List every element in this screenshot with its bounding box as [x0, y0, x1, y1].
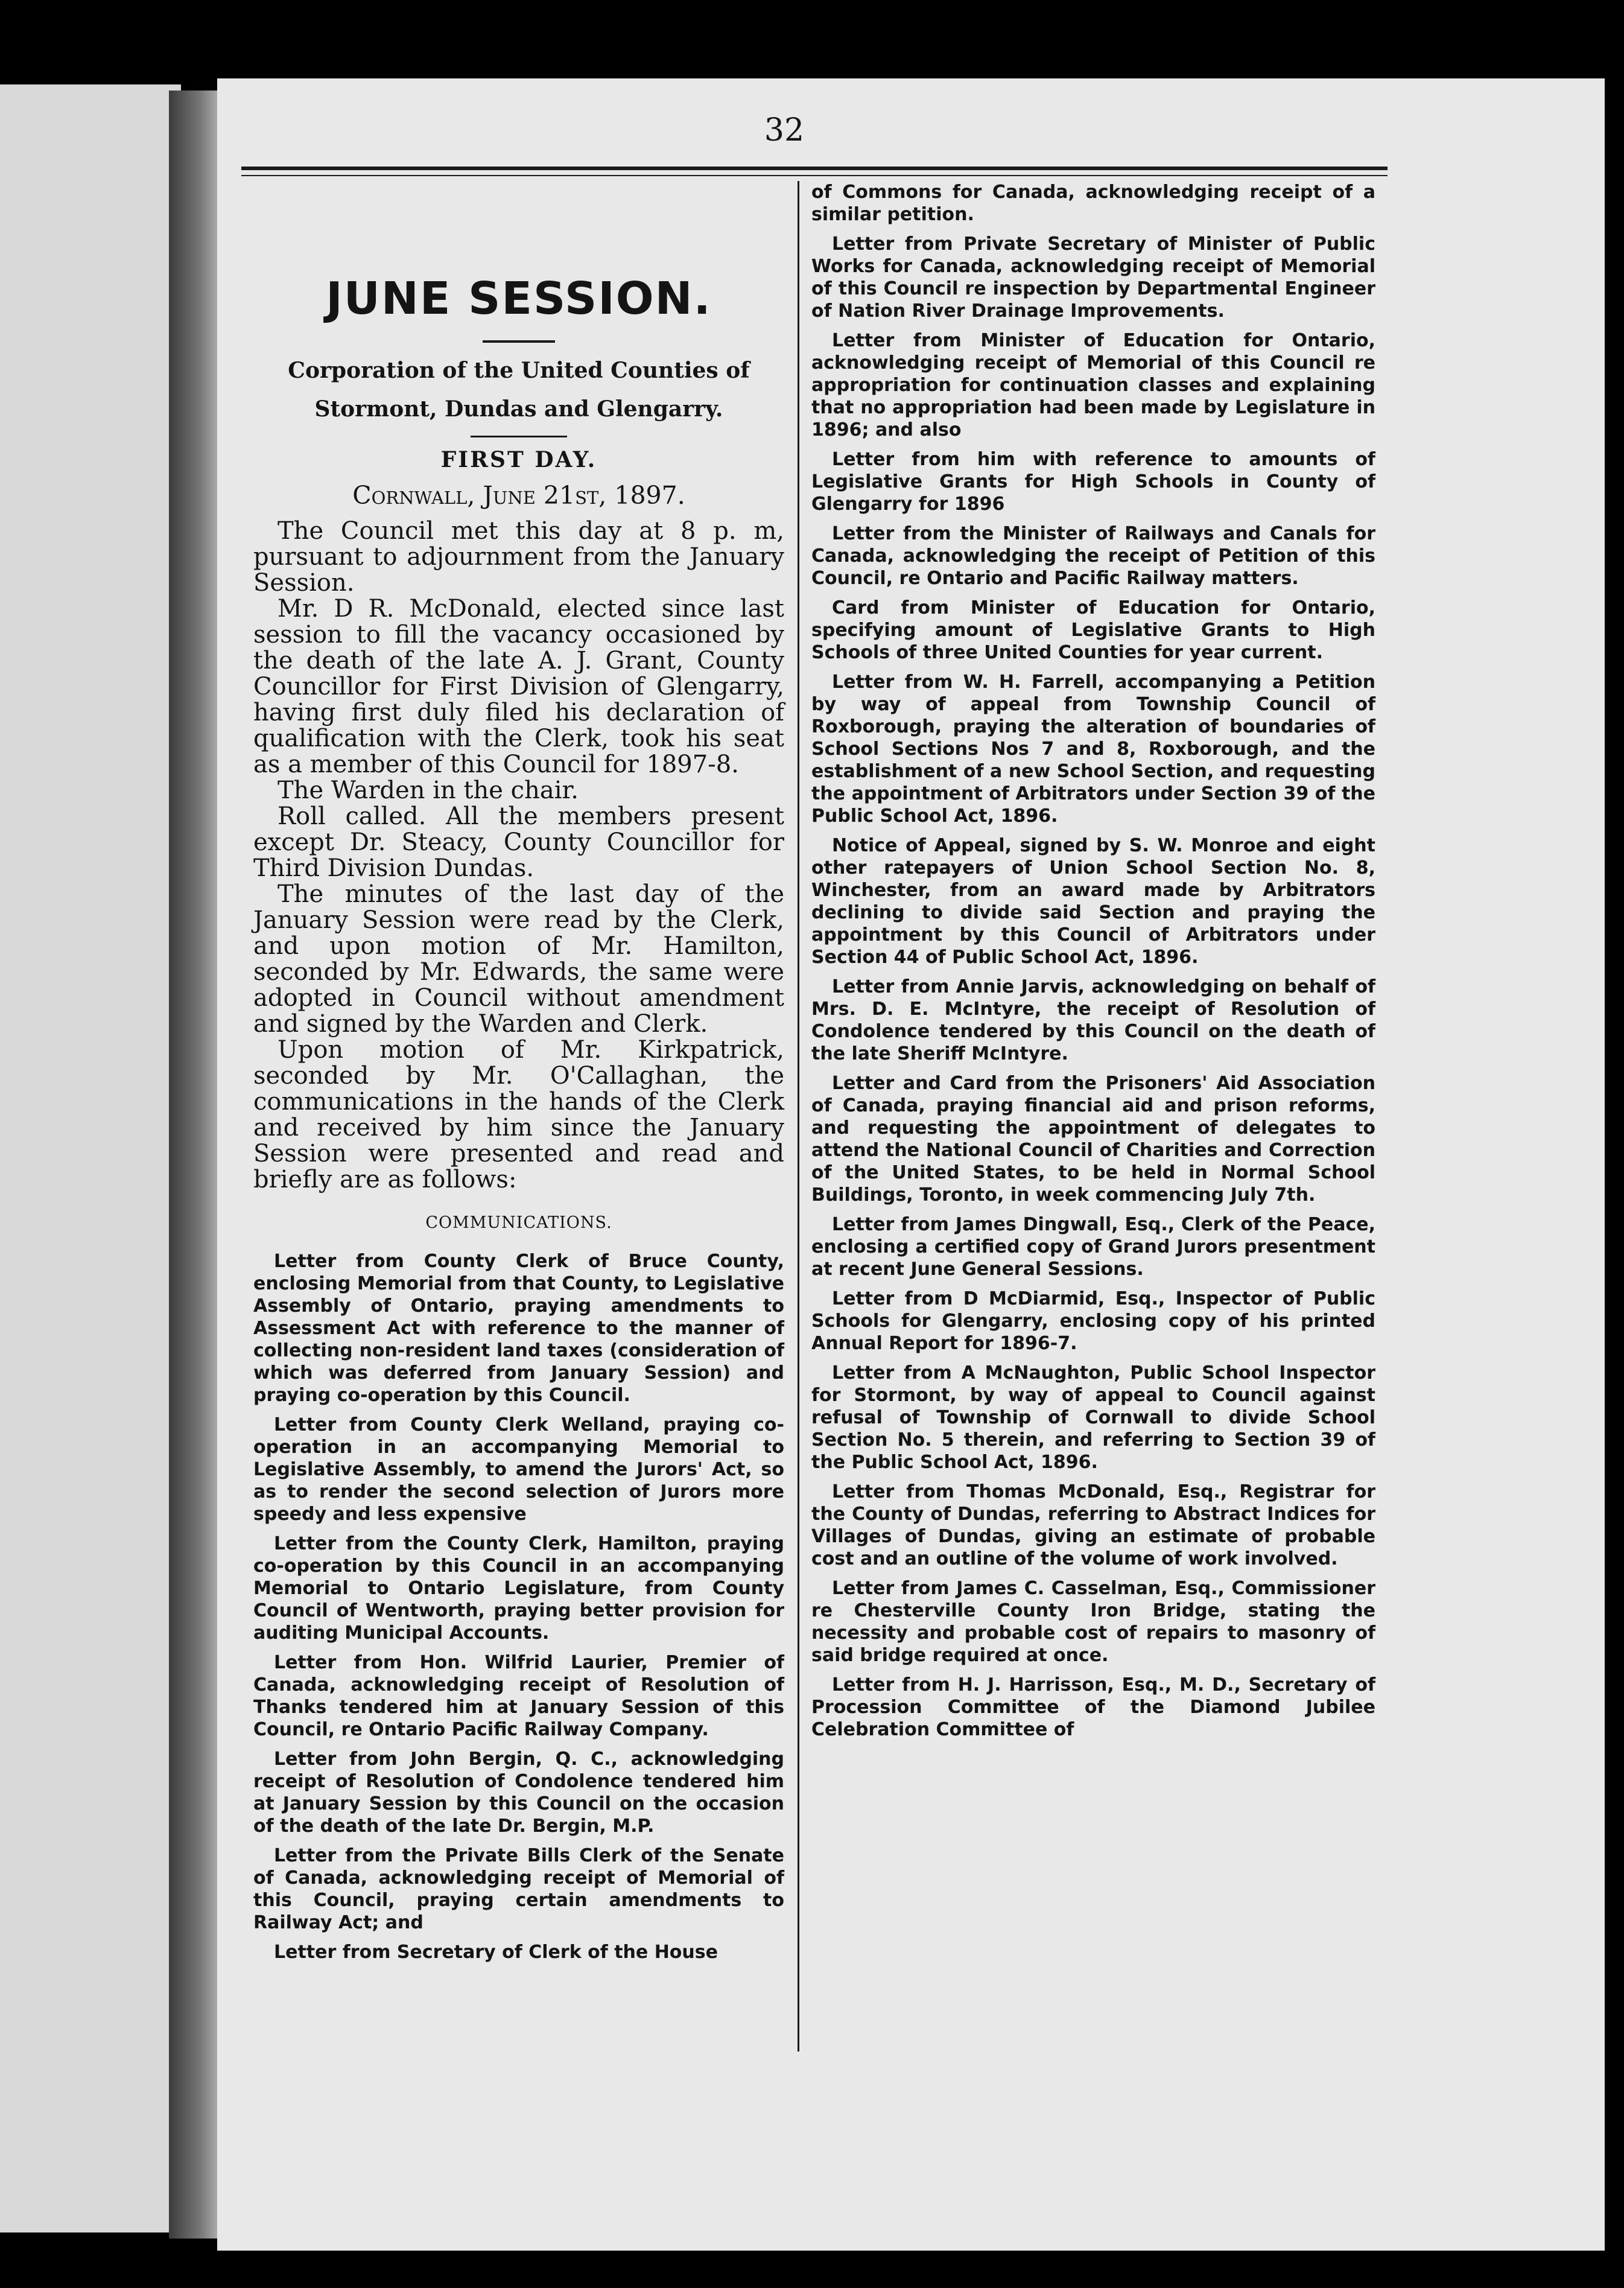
corporation-rule — [471, 436, 567, 437]
paragraph: The Warden in the chair. — [278, 777, 579, 804]
communication-entry: Letter from W. H. Farrell, accompanying a Petition by way of appeal from Township Council of Roxborough, praying the alteration of boundaries of School Sections Nos 7 and 8, Roxborough, and the establishment of a new School Section, and requesting the appointment of Arbitrators under Section 39 of the Public School Act, 1896. — [811, 672, 1375, 827]
communication-entry: Letter from D McDiarmid, Esq., Inspector of Public Schools for Glengarry, enclosing copy of his printed Annual Report for 1896-7. — [811, 1288, 1375, 1354]
communication-entry: Letter from the Minister of Railways and Canals for Canada, acknowledging the receipt of Petition of this Council, re Ontario and Pacific Railway matters. — [811, 523, 1375, 589]
title-rule — [483, 340, 555, 343]
paragraph: The Council met this day at 8 p. m, pursuant to adjournment from the January Session. — [253, 517, 784, 597]
communication-entry: Letter from Annie Jarvis, acknowledging on behalf of Mrs. D. E. McIntyre, the receipt of Resolution of Condolence tendered by this Council on the death of the late Sheriff McIntyre. — [811, 976, 1375, 1064]
communication-entry: Letter from Secretary of Clerk of the House — [274, 1942, 718, 1963]
corporation-heading: Corporation of the United Counties of Stormont, Dundas and Glengarry. — [288, 358, 750, 422]
paragraph: The minutes of the last day of the January Session were read by the Clerk, and upon motion of Mr. Hamilton, seconded by Mr. Edwards, the same were adopted in Council without amendment and signed by the Warden and Clerk. — [253, 880, 784, 1038]
communication-entry: Letter and Card from the Prisoners' Aid Association of Canada, praying financial aid and prison reforms, and requesting the appointment of delegates to attend the National Council of Charities and Correction of the United States, to be held in Normal School Buildings, Toronto, in week commencing July 7th. — [811, 1073, 1375, 1206]
communications-heading: COMMUNICATIONS. — [425, 1213, 612, 1232]
session-title: JUNE SESSION. — [326, 273, 712, 325]
header-rule — [241, 167, 1388, 170]
communication-entry: Letter from James C. Casselman, Esq., Commissioner re Chesterville County Iron Bridge, stating the necessity and probable cost of repairs to masonry of said bridge required at once. — [811, 1578, 1375, 1666]
paragraph: Upon motion of Mr. Kirkpatrick, seconded by Mr. O'Callaghan, the communications in the hands of the Clerk and received by him since the January Session were presented and read and briefly are as follows: — [253, 1036, 784, 1193]
communication-entry: Letter from Private Secretary of Minister of Public Works for Canada, acknowledging receipt of Memorial of this Council re inspection by Departmental Engineer of Nation River Drainage Improvements. — [811, 234, 1375, 322]
communication-entry: Letter from James Dingwall, Esq., Clerk of the Peace, enclosing a certified copy of Grand Jurors presentment at recent June General Sessions. — [811, 1214, 1375, 1280]
communication-entry: Card from Minister of Education for Ontario, specifying amount of Legislative Grants to High Schools of three United Counties for year current. — [811, 597, 1375, 663]
communication-entry: Letter from A McNaughton, Public School Inspector for Stormont, by way of appeal to Council against refusal of Township of Cornwall to divide School Section No. 5 therein, and referring to Section 39 of the Public School Act, 1896. — [811, 1362, 1375, 1473]
communication-entry: Letter from the County Clerk, Hamilton, praying co-operation by this Council in an accompanying Memorial to Ontario Legislature, from County Council of Wentworth, praying better provision for auditing Municipal Accounts. — [253, 1533, 784, 1644]
communication-entry: Letter from the Private Bills Clerk of the Senate of Canada, acknowledging receipt of Memorial of this Council, praying certain amendments to Railway Act; and — [253, 1845, 784, 1933]
day-heading: FIRST DAY. — [440, 447, 597, 472]
paragraph: Roll called. All the members present except Dr. Steacy, County Councillor for Third Division Dundas. — [253, 802, 784, 882]
previous-page-edge — [0, 84, 181, 2232]
page-gutter-shadow — [169, 91, 223, 2239]
communication-entry: Letter from Thomas McDonald, Esq., Registrar for the County of Dundas, referring to Abstract Indices for Villages of Dundas, giving an estimate of probable cost and an outline of the volume of work involved. — [811, 1481, 1375, 1569]
communication-entry: of Commons for Canada, acknowledging receipt of a similar petition. — [811, 182, 1375, 225]
communication-entry: Letter from H. J. Harrisson, Esq., M. D., Secretary of Procession Committee of the Diamond Jubilee Celebration Committee of — [811, 1674, 1375, 1740]
communication-entry: Letter from John Bergin, Q. C., acknowledging receipt of Resolution of Condolence tendered him at January Session by this Council on the occasion of the death of the late Dr. Bergin, M.P. — [253, 1749, 784, 1837]
page-number: 32 — [764, 112, 805, 148]
header-rule-thin — [241, 175, 1388, 176]
column-divider — [798, 181, 799, 2051]
communication-entry: Letter from County Clerk Welland, praying co-operation in an accompanying Memorial to Legislative Assembly, to amend the Jurors' Act, so as to render the second selection of Jurors more speedy and less expensive — [253, 1414, 784, 1525]
communication-entry: Notice of Appeal, signed by S. W. Monroe and eight other ratepayers of Union School Section No. 8, Winchester, from an award made by Arbitrators declining to divide said Section and praying the appointment by this Council of Arbitrators under Section 44 of Public School Act, 1896. — [811, 835, 1375, 968]
dateline: Cornwall, June 21st, 1897. — [352, 481, 685, 510]
communication-entry: Letter from County Clerk of Bruce County, enclosing Memorial from that County, to Legislative Assembly of Ontario, praying amendments to Assessment Act with reference to the manner of collecting non-resident land taxes (consideration of which was deferred from January Session) and praying co-operation by this Council. — [253, 1251, 784, 1406]
right-column — [811, 181, 1375, 1748]
left-column — [253, 181, 784, 1971]
communication-entry: Letter from Minister of Education for Ontario, acknowledging receipt of Memorial of this Council re appropriation for continuation classes and explaining that no appropriation had been made by Legislature in 1896; and also — [811, 330, 1375, 440]
communication-entry: Letter from him with reference to amounts of Legislative Grants for High Schools in County of Glengarry for 1896 — [811, 449, 1375, 515]
communication-entry: Letter from Hon. Wilfrid Laurier, Premier of Canada, acknowledging receipt of Resolution of Thanks tendered him at January Session of this Council, re Ontario Pacific Railway Company. — [253, 1652, 784, 1740]
paragraph: Mr. D R. McDonald, elected since last session to fill the vacancy occasioned by the death of the late A. J. Grant, County Councillor for First Division of Glengarry, having first duly filed his declaration of qualification with the Clerk, took his seat as a member of this Council for 1897-8. — [253, 595, 784, 778]
